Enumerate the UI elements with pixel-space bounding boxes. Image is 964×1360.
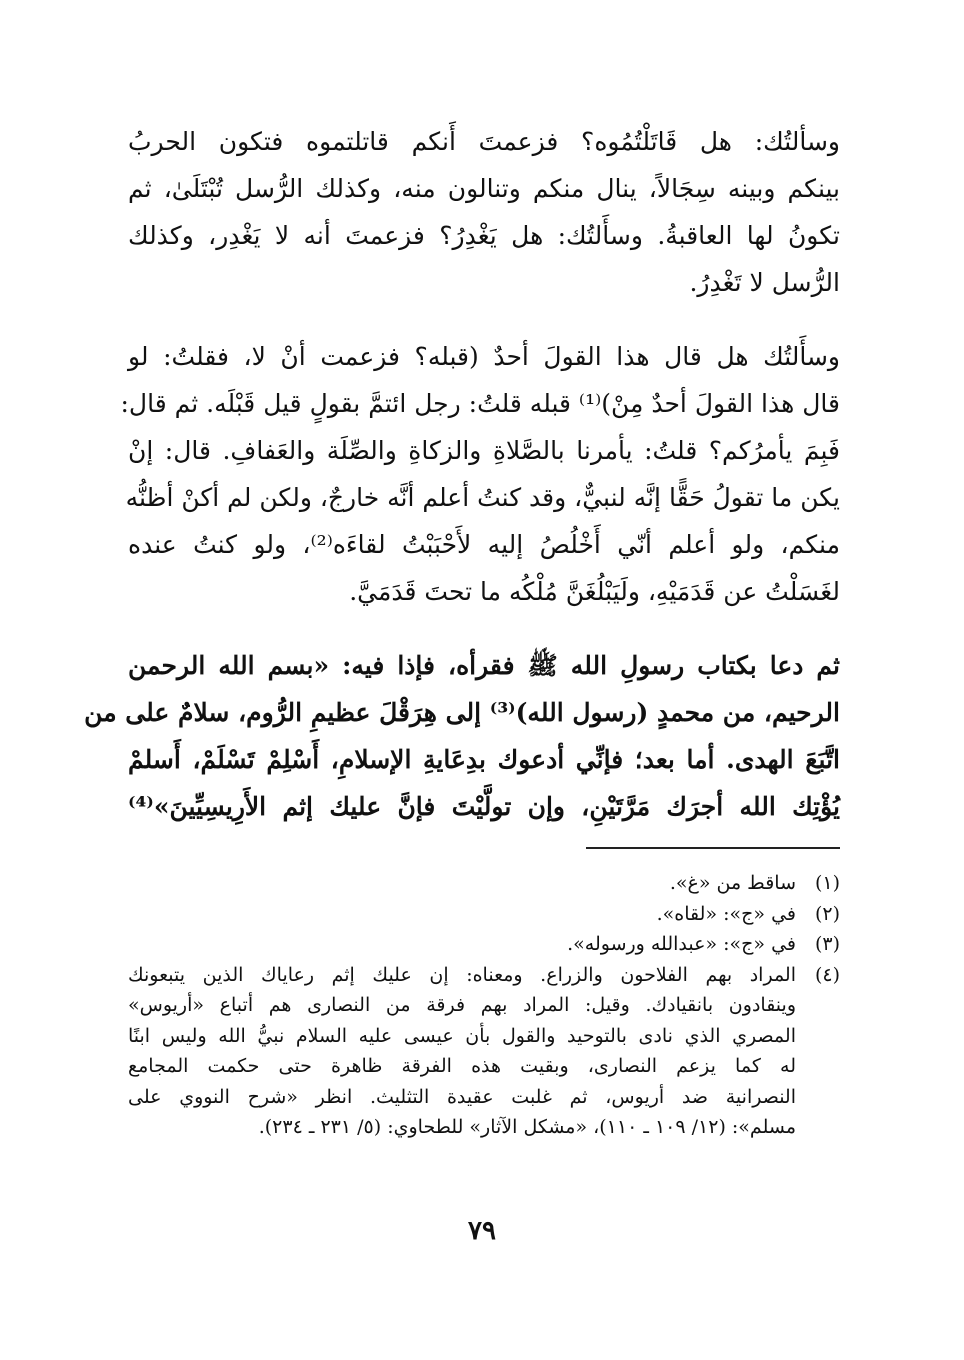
paragraph-3	[84, 642, 840, 830]
text-line: تكونُ لها العاقبةُ. وسأَلتُك: هل يَغْدِرُ؟ فزعمتَ أنه لا يَغْدِر، وكذلك	[128, 221, 840, 250]
paragraph-1	[128, 118, 840, 306]
text-line: ثم دعا بكتاب رسولِ الله ﷺ فقرأه، فإذا فيه: «بسم الله الرحمن	[128, 651, 840, 680]
footnote-number: (١)	[814, 872, 840, 894]
paragraph-2	[120, 333, 840, 615]
footnote-line: له كما يزعم النصارى، وبقيت هذه الفرقة ظاهرة حتى حكمت المجامع	[128, 1055, 796, 1077]
text-line: اتَّبَعَ الهدى. أما بعد؛ فإنِّي أدعوك بدِعَايةِ الإسلامِ، أَسْلِمْ تَسْلَمْ، أَسلمْ	[128, 745, 840, 774]
text-line: منكم، ولو أعلم أنّي أَخْلُصُ إليه لأَحْبَبْتُ لقاءَه⁽²⁾، ولو كنتُ عنده	[128, 530, 840, 559]
text-line: بينكم وبينه سِجَالاً، ينال منكم وتنالون منه، وكذلك الرُّسل تُبْتَلَىٰ، ثم	[128, 174, 840, 203]
footnote-text	[128, 960, 796, 1143]
footnote-line: مسلم»: (١٢/ ١٠٩ ـ ١١٠)، «مشكل الآثار» للطحاوي: (٥/ ٢٣١ ـ ٢٣٤).	[258, 1116, 796, 1138]
footnote-number: (٢)	[814, 902, 840, 925]
footnotes	[128, 868, 840, 1143]
footnote-separator	[586, 847, 840, 849]
footnote-line: وينقادون بانقيادك. وقيل: المراد بهم فرقة من النصارى هم أتباع «أريوس»	[128, 994, 796, 1016]
text-line: قال هذا القولَ أحدٌ مِنْ)⁽¹⁾ قبله قلتُ: رجل ائتمَّ بقولٍ قيل قَبْلَه. ثم قال:	[120, 389, 840, 418]
main-text	[84, 118, 840, 830]
footnote-line: النصرانية ضد أريوس، ثم غلبت عقيدة التثليث. انظر «شرح النووي على	[128, 1085, 796, 1108]
footnote-line: المصري الذي نادى بالتوحيد والقول بأن عيسى عليه السلام نبيُّ الله وليس ابنًا	[128, 1024, 796, 1047]
footnote-3	[128, 929, 840, 960]
footnote-line: ساقط من «غ».	[669, 872, 796, 894]
footnote-text	[128, 868, 796, 899]
text-line: الرُّسل لا تَغْدِرُ.	[689, 268, 840, 297]
text-line: يكن ما تقولُ حَقًّا إنَّه لنبيٌّ، وقد كنتُ أعلم أنَّه خارجٌ، ولكن لم أكنْ أظنُّه	[125, 483, 840, 512]
footnote-number: (٣)	[814, 933, 840, 955]
footnote-2	[128, 899, 840, 930]
footnote-number: (٤)	[814, 963, 840, 986]
footnote-line: في «ج»: «لقاه».	[656, 902, 796, 925]
footnote-text	[128, 899, 796, 930]
footnote-1	[128, 868, 840, 899]
footnote-4	[128, 960, 840, 1143]
text-line: يُؤْتِك الله أجرَك مَرَّتَيْنِ، وإن تولَّيْتَ فإنَّ عليك إثم الأَرِيسِيِّينَ»⁽⁴⁾	[128, 792, 840, 821]
text-line: وسأَلتُك هل قال هذا القولَ أحدٌ (قبله؟ فزعمت أنْ لا، فقلتُ: لو	[128, 342, 840, 371]
footnote-line: المراد بهم الفلاحون والزراع. ومعناه: إن عليك إثم رعاياك الذين يتبعونك	[128, 963, 796, 986]
text-line: وسألتُك: هل قَاتَلْتُمُوه؟ فزعمتَ أَنكم قاتلتموه فتكون الحربُ	[128, 127, 840, 156]
footnote-line: في «ج»: «عبدالله ورسوله».	[567, 933, 796, 955]
text-line: فَبِمَ يأمرُكم؟ قلتُ: يأمرنا بالصَّلاةِ والزكاةِ والصِّلَة والعَفافِ. قال: إنْ	[128, 436, 840, 465]
text-line: لغَسَلْتُ عن قَدَمَيْهِ، ولَيَبْلُغَنَّ مُلْكُه ما تحتَ قَدَمَيَّ.	[349, 577, 840, 606]
footnote-text	[128, 929, 796, 960]
page-number: ٧٩	[468, 1216, 496, 1246]
text-line: الرحيم، من محمدٍ (رسول الله)⁽³⁾ إلى هِرَقْلَ عظيمِ الرُّوم، سلامٌ على من	[84, 698, 840, 727]
